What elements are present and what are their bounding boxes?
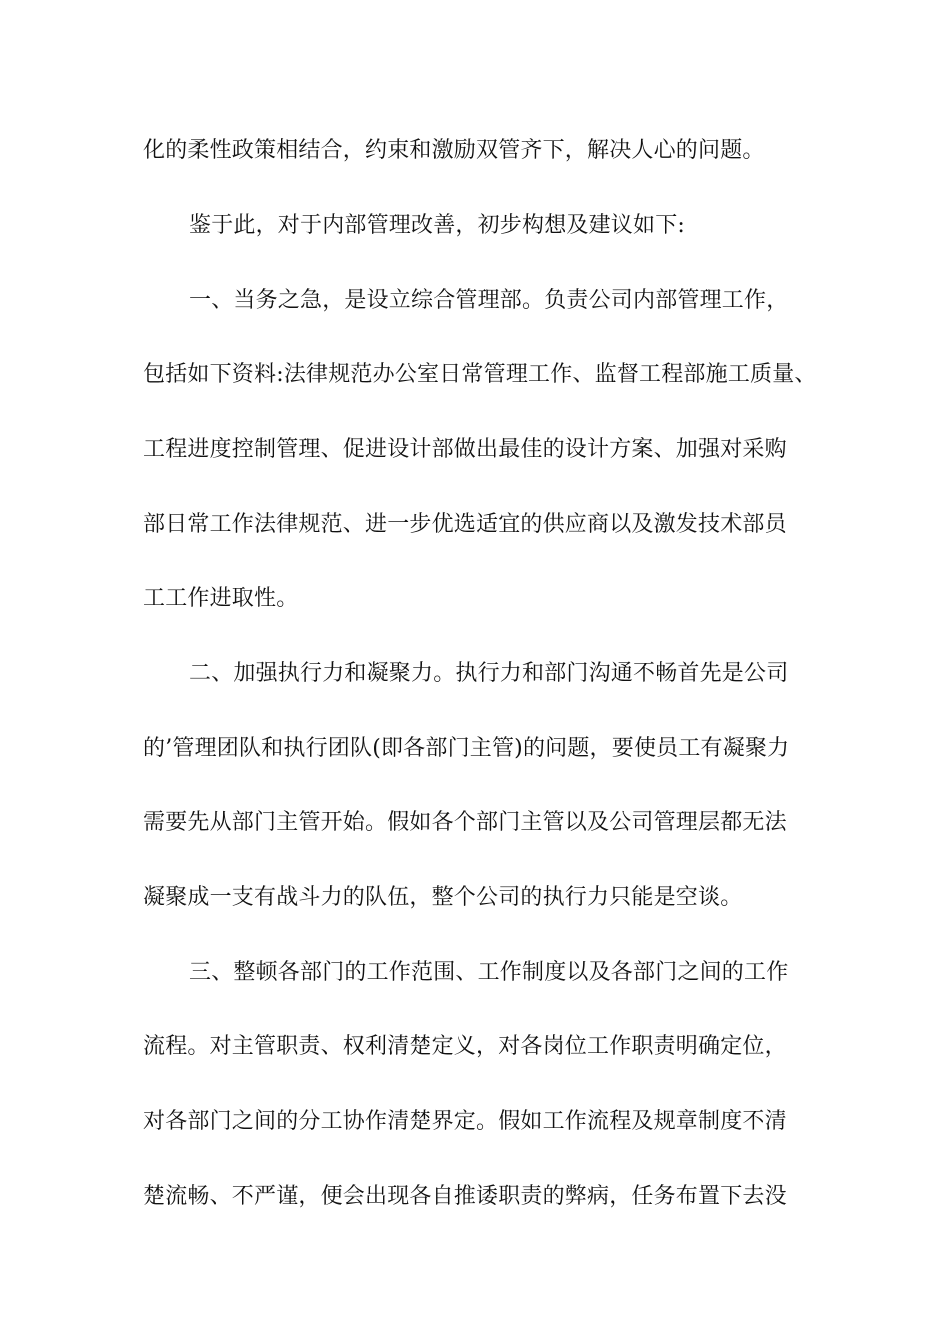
text-line-5: 工程进度控制管理、促进设计部做出最佳的设计方案、加强对采购 (143, 437, 787, 462)
text-line-6: 部日常工作法律规范、进一步优选适宜的供应商以及激发技术部员 (143, 512, 787, 537)
text-line-14: 对各部门之间的分工协作清楚界定。假如工作流程及规章制度不清 (143, 1109, 787, 1134)
text-line-13: 流程。对主管职责、权利清楚定义，对各岗位工作职责明确定位， (143, 1034, 787, 1059)
text-line-8: 二、加强执行力和凝聚力。执行力和部门沟通不畅首先是公司 (189, 661, 789, 686)
text-line-1: 化的柔性政策相结合，约束和激励双管齐下，解决人心的问题。 (143, 138, 765, 163)
text-line-10: 需要先从部门主管开始。假如各个部门主管以及公司管理层都无法 (143, 810, 787, 835)
text-line-12: 三、整顿各部门的工作范围、工作制度以及各部门之间的工作 (189, 960, 789, 985)
text-line-4: 包括如下资料:法律规范办公室日常管理工作、监督工程部施工质量、 (143, 362, 817, 387)
text-line-15: 楚流畅、不严谨，便会出现各自推诿职责的弊病，任务布置下去没 (143, 1184, 787, 1209)
text-line-11: 凝聚成一支有战斗力的队伍，整个公司的执行力只能是空谈。 (143, 885, 743, 910)
text-line-3: 一、当务之急，是设立综合管理部。负责公司内部管理工作， (189, 288, 789, 313)
text-line-2: 鉴于此，对于内部管理改善，初步构想及建议如下: (189, 213, 686, 238)
text-line-7: 工工作进取性。 (143, 586, 299, 611)
text-line-9: 的’管理团队和执行团队(即各部门主管)的问题，要使员工有凝聚力 (143, 736, 790, 761)
